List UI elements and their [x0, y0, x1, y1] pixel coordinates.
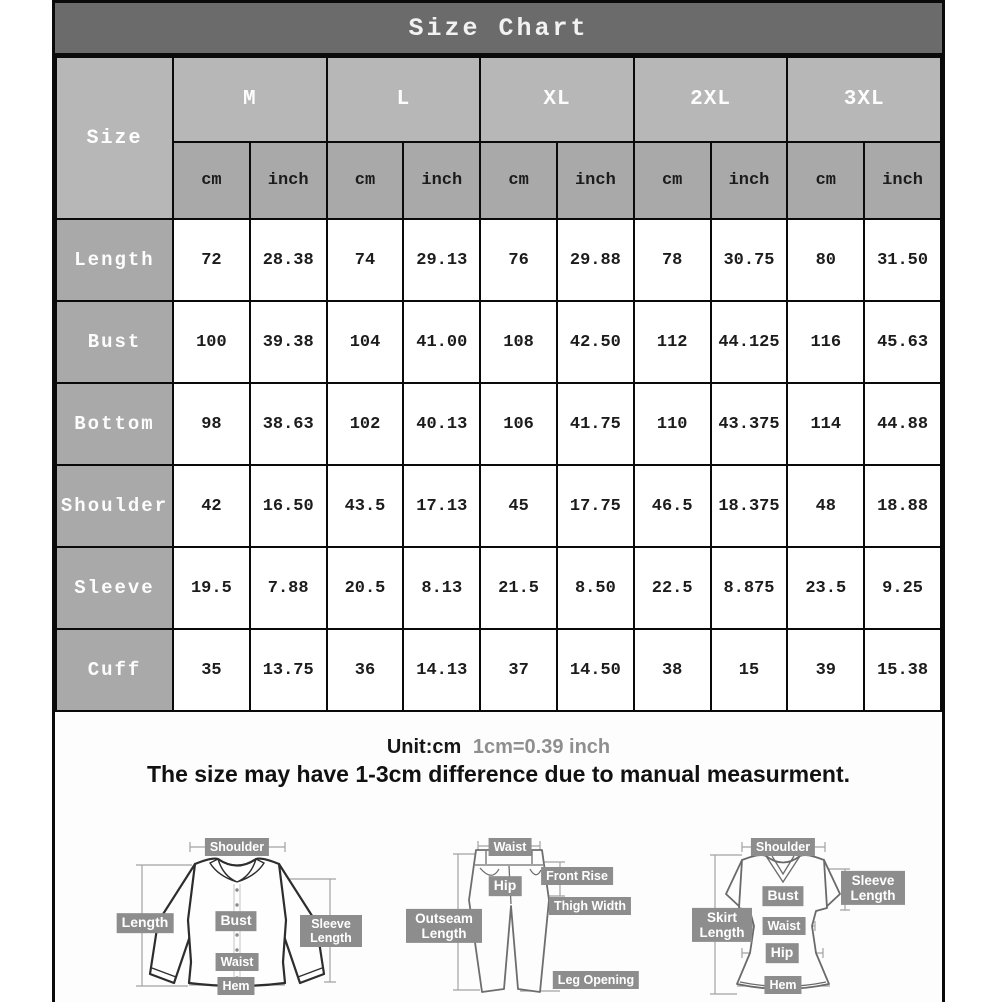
unit-header-cm: cm — [634, 142, 711, 219]
size-chart-frame — [52, 0, 945, 1002]
cell: 20.5 — [327, 547, 404, 629]
shirt-bust-label: Bust — [215, 911, 256, 931]
cell: 43.5 — [327, 465, 404, 547]
shirt-waist-label: Waist — [216, 953, 259, 971]
cell: 112 — [634, 301, 711, 383]
pants-hip-label: Hip — [489, 876, 522, 896]
size-header-3xl: 3XL — [787, 57, 941, 142]
cell: 36 — [327, 629, 404, 711]
shirt-diagram — [100, 822, 400, 1002]
cell: 44.88 — [864, 383, 941, 465]
cell: 30.75 — [711, 219, 788, 301]
table-row-bottom — [56, 383, 941, 465]
cell: 13.75 — [250, 629, 327, 711]
cell: 15 — [711, 629, 788, 711]
cell: 15.38 — [864, 629, 941, 711]
cell: 110 — [634, 383, 711, 465]
size-header-m: M — [173, 57, 327, 142]
cell: 41.75 — [557, 383, 634, 465]
cell: 29.88 — [557, 219, 634, 301]
table-row-sleeve — [56, 547, 941, 629]
pants-outseam-length-label: Outseam Length — [406, 909, 482, 943]
unit-header-cm: cm — [327, 142, 404, 219]
cell: 7.88 — [250, 547, 327, 629]
pants-thigh-width-label: Thigh Width — [549, 897, 631, 915]
cell: 21.5 — [480, 547, 557, 629]
cell: 16.50 — [250, 465, 327, 547]
shirt-length-label: Length — [117, 913, 174, 933]
chart-title-bar — [55, 3, 942, 56]
size-chart-table — [55, 56, 942, 712]
cell: 39.38 — [250, 301, 327, 383]
cell: 38 — [634, 629, 711, 711]
size-header-row — [56, 57, 941, 142]
cell: 98 — [173, 383, 250, 465]
shirt-sleeve-length-label: Sleeve Length — [300, 915, 362, 947]
unit-header-cm: cm — [787, 142, 864, 219]
cell: 14.13 — [403, 629, 480, 711]
unit-header-inch: inch — [557, 142, 634, 219]
shirt-hem-label: Hem — [217, 977, 254, 995]
cell: 35 — [173, 629, 250, 711]
cell: 42.50 — [557, 301, 634, 383]
cell: 14.50 — [557, 629, 634, 711]
cell: 9.25 — [864, 547, 941, 629]
top-diagram — [680, 822, 942, 1002]
unit-label: Unit:cm — [386, 736, 462, 758]
table-row-length — [56, 219, 941, 301]
pants-front-rise-label: Front Rise — [541, 867, 613, 885]
cell: 44.125 — [711, 301, 788, 383]
size-corner-header: Size — [56, 57, 173, 219]
pants-diagram — [400, 822, 680, 1002]
unit-header-cm: cm — [480, 142, 557, 219]
cell: 18.88 — [864, 465, 941, 547]
size-header-l: L — [327, 57, 481, 142]
top-skirt-length-label: Skirt Length — [692, 908, 752, 942]
row-label: Cuff — [56, 629, 173, 711]
unit-header-inch: inch — [250, 142, 327, 219]
cell: 8.50 — [557, 547, 634, 629]
cell: 108 — [480, 301, 557, 383]
row-label: Bottom — [56, 383, 173, 465]
cell: 74 — [327, 219, 404, 301]
cell: 114 — [787, 383, 864, 465]
cell: 23.5 — [787, 547, 864, 629]
pants-waist-label: Waist — [489, 838, 532, 856]
row-label: Shoulder — [56, 465, 173, 547]
top-hem-label: Hem — [764, 976, 801, 994]
pants-leg-opening-label: Leg Opening — [553, 971, 639, 989]
unit-line — [55, 712, 942, 759]
cell: 19.5 — [173, 547, 250, 629]
cell: 41.00 — [403, 301, 480, 383]
top-hip-label: Hip — [766, 943, 799, 963]
cell: 46.5 — [634, 465, 711, 547]
cell: 38.63 — [250, 383, 327, 465]
cell: 17.13 — [403, 465, 480, 547]
cell: 104 — [327, 301, 404, 383]
unit-header-row — [56, 142, 941, 219]
table-row-cuff — [56, 629, 941, 711]
cell: 116 — [787, 301, 864, 383]
top-shoulder-label: Shoulder — [751, 838, 815, 856]
unit-header-inch: inch — [403, 142, 480, 219]
top-bust-label: Bust — [762, 886, 803, 906]
shirt-shoulder-label: Shoulder — [205, 838, 269, 856]
cell: 39 — [787, 629, 864, 711]
cell: 31.50 — [864, 219, 941, 301]
cell: 8.875 — [711, 547, 788, 629]
cell: 80 — [787, 219, 864, 301]
cell: 17.75 — [557, 465, 634, 547]
cell: 8.13 — [403, 547, 480, 629]
cell: 43.375 — [711, 383, 788, 465]
cell: 106 — [480, 383, 557, 465]
row-label: Sleeve — [56, 547, 173, 629]
cell: 37 — [480, 629, 557, 711]
table-row-shoulder — [56, 465, 941, 547]
cell: 18.375 — [711, 465, 788, 547]
unit-conversion: 1cm=0.39 inch — [472, 736, 611, 758]
measurement-diagrams — [55, 822, 942, 1002]
cell: 28.38 — [250, 219, 327, 301]
unit-header-inch: inch — [864, 142, 941, 219]
notes-section — [55, 712, 942, 1002]
unit-header-inch: inch — [711, 142, 788, 219]
size-header-xl: XL — [480, 57, 634, 142]
cell: 45.63 — [864, 301, 941, 383]
cell: 22.5 — [634, 547, 711, 629]
cell: 100 — [173, 301, 250, 383]
cell: 42 — [173, 465, 250, 547]
row-label: Bust — [56, 301, 173, 383]
cell: 78 — [634, 219, 711, 301]
top-sleeve-length-label: Sleeve Length — [841, 871, 905, 905]
cell: 45 — [480, 465, 557, 547]
cell: 40.13 — [403, 383, 480, 465]
row-label: Length — [56, 219, 173, 301]
table-row-bust — [56, 301, 941, 383]
cell: 29.13 — [403, 219, 480, 301]
cell: 48 — [787, 465, 864, 547]
unit-header-cm: cm — [173, 142, 250, 219]
size-header-2xl: 2XL — [634, 57, 788, 142]
chart-title: Size Chart — [408, 13, 589, 43]
top-waist-label: Waist — [763, 917, 806, 935]
cell: 72 — [173, 219, 250, 301]
cell: 102 — [327, 383, 404, 465]
cell: 76 — [480, 219, 557, 301]
disclaimer-text: The size may have 1-3cm difference due to manual measurment. — [146, 761, 851, 787]
